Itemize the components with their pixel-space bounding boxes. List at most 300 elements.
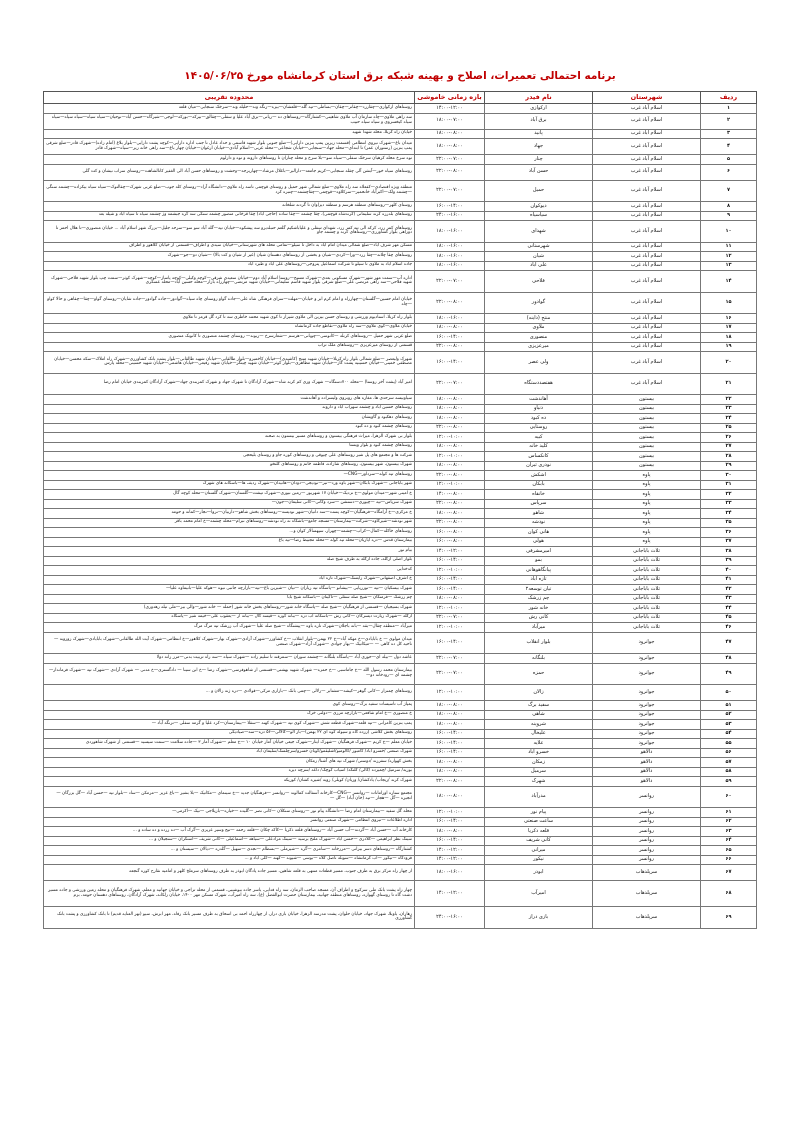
table-row bbox=[44, 604, 757, 614]
row-number-cell: ۱۵ bbox=[701, 292, 757, 314]
city-cell: سرپلذهاب bbox=[593, 881, 701, 907]
area-cell: روستاهای بلدرزه کرند سلیمانی (کرندشاه قوچمی)، چقا چشمه —چقا ساده (حاجی آباد) چقا قرخانی منصور چشمه سنگی سه گره جبشمه وژ چشمه سیاه تا سیاه آباد و شیله بعد bbox=[44, 211, 415, 221]
feeder-cell: روستایی bbox=[485, 423, 593, 433]
table-header-row bbox=[44, 92, 757, 104]
row-number-cell: ۱۴ bbox=[701, 271, 757, 293]
feeder-cell: قلعه ذکریا bbox=[485, 827, 593, 837]
city-cell: پاوه bbox=[593, 537, 701, 547]
row-number-cell: ۸ bbox=[701, 202, 757, 212]
table-row bbox=[44, 786, 757, 808]
table-row bbox=[44, 594, 757, 604]
table-row bbox=[44, 242, 757, 252]
city-cell: جوانرود bbox=[593, 720, 701, 730]
outage-time-cell: ۱۸:۰۰-۰۸:۰۰ bbox=[415, 767, 485, 777]
city-cell: جوانرود bbox=[593, 685, 701, 701]
area-cell: توه سرخ محله کرهیان سرخک سفلی—سیاه سو—بلا سرخ و محله چناران تا روستاهای دارونه و توه و دارلوم bbox=[44, 155, 415, 165]
table-row bbox=[44, 865, 757, 881]
city-cell: اسلام آباد غرب bbox=[593, 271, 701, 293]
feeder-cell: ولی عصر bbox=[485, 352, 593, 374]
row-number-cell: ۴ bbox=[701, 139, 757, 155]
feeder-cell: علیخال bbox=[485, 729, 593, 739]
feeder-cell: سفید برگ bbox=[485, 701, 593, 711]
feeder-cell: نیکور bbox=[485, 855, 593, 865]
outage-time-cell: ۲۲:۰۰-۰۷:۰۰ bbox=[415, 373, 485, 395]
outage-time-cell: ۱۶:۰۰-۱۴:۰۰ bbox=[415, 836, 485, 846]
feeder-cell: حمیل bbox=[485, 180, 593, 202]
area-cell: بیام نور bbox=[44, 547, 415, 557]
area-cell: شهرک ولیعصر —ضلع شمالی بلوار راه کربلا—خیابان شهید منتج (کاشیدی)—خیابان کاخمیرو—بلوار طالقانی—خیابان شهید طالقانی—بلوار پشت بانک کشاورزی—شهرک راه املاک—سکه محسن—خیابان مصطفی خمینی—خیابان حسینیه پشت گاز—خیابان شهید مظاهری—بلوار کوثر—خیابان شهید چیتگر—خیابان شهید رفیعی—خیابان هاشمی—خیابان شهید حسینی—محله پارس bbox=[44, 352, 415, 374]
row-number-cell: ۲۸ bbox=[701, 452, 757, 462]
row-number-cell: ۱۲ bbox=[701, 252, 757, 262]
area-cell: بخش کهواره/ سفرزند /دوستی/ شهرک تپه های آشنا/ زمکان bbox=[44, 758, 415, 768]
table-row bbox=[44, 907, 757, 929]
row-number-cell: ۳۱ bbox=[701, 480, 757, 490]
feeder-cell: علایه bbox=[485, 739, 593, 749]
feeder-cell: ده کبود bbox=[485, 414, 593, 424]
area-cell: میدان باغ—شهرک نیروی انتظامی (قسمت زیرین پمپ بنزین دارایی)—ضلع جنوبی بلوار شهید قاسمی و حداد عادل تا جنب اداره دارایی—کوچه پشت دارایی—بلوار بلاغ (امام زاده)—شهرک قادر—ضلع شرقی پمپ بنزین (رستوران عمر) تا ابتدای—محله جهاد—سنجابی—خیابان شجاعی—محله غربی—اسلام آبادی—خیابان ارغوان—خیابان چهار باغ—سه راهی خانه زیر—سیاه—شهرک قادر bbox=[44, 139, 415, 155]
area-cell: روستاهای بخش کلاشی (زرده گاه و سیوله کوه ای ۲۲ بهمن)—بار الو—گالالی—۵۶ دره—سه—صیادیکی bbox=[44, 729, 415, 739]
outage-time-cell: ۱۶:۰۰-۱۴:۰۰ bbox=[415, 632, 485, 654]
area-cell: مجتمع ستاره اورامانات —روانسر —CNG—کارخانه آسفالت کمالوند —روانسر —فرهنگیان جدید —خ سینمای —مکانیک —بلا بشیر —باغ عزیز —مرمکن —ساد —بلوار تپه —حسن آباد —گل بزرگان —انجیره —گل —هجار —تپه (خان آباد) —گل — bbox=[44, 786, 415, 808]
outage-time-cell: ۱۴:۰۰-۱۲:۰۰ bbox=[415, 846, 485, 856]
area-cell: خیابان ملاوی—کوی ملاوی—سه راه ملاوی—تقاطع جاده کرمانشاه bbox=[44, 323, 415, 333]
feeder-cell: نودشه bbox=[485, 518, 593, 528]
feeder-cell: کلید خانه bbox=[485, 442, 593, 452]
table-row bbox=[44, 113, 757, 129]
row-number-cell: ۴۷ bbox=[701, 632, 757, 654]
outage-time-cell: ۱۸:۰۰-۰۸:۰۰ bbox=[415, 509, 485, 519]
row-number-cell: ۵۶ bbox=[701, 748, 757, 758]
outage-time-cell: ۱۴:۰۰-۱۲:۰۰ bbox=[415, 104, 485, 114]
table-row bbox=[44, 139, 757, 155]
area-cell: جاده اسلام آباد به ملاوی تا سیلو تا شرکت اسماعیل پتروجی—روستاهای علی آباد و طبرد آباد bbox=[44, 261, 415, 271]
header-feeder: نام فیدر bbox=[485, 92, 593, 104]
feeder-cell: هفتصددستگاه bbox=[485, 373, 593, 395]
row-number-cell: ۱۶ bbox=[701, 314, 757, 324]
feeder-cell: شیان bbox=[485, 252, 593, 262]
row-number-cell: ۶۲ bbox=[701, 817, 757, 827]
row-number-cell: ۶۵ bbox=[701, 846, 757, 856]
city-cell: پاوه bbox=[593, 480, 701, 490]
city-cell: پاوه bbox=[593, 528, 701, 538]
row-number-cell: ۲۲ bbox=[701, 395, 757, 405]
table-row bbox=[44, 729, 757, 739]
city-cell: اسلام آباد غرب bbox=[593, 202, 701, 212]
row-number-cell: ۳۲ bbox=[701, 490, 757, 500]
city-cell: اسلام آباد غرب bbox=[593, 342, 701, 352]
outage-time-cell: ۱۸:۰۰-۰۸:۰۰ bbox=[415, 827, 485, 837]
outage-time-cell: ۱۸:۰۰-۰۸:۰۰ bbox=[415, 404, 485, 414]
row-number-cell: ۶ bbox=[701, 164, 757, 180]
city-cell: جوانرود bbox=[593, 710, 701, 720]
outage-time-cell: ۱۲:۰۰-۱۰:۰۰ bbox=[415, 604, 485, 614]
outage-time-cell: ۱۸:۰۰-۰۸:۰۰ bbox=[415, 720, 485, 730]
outage-time-cell: ۱۶:۰۰-۰۸:۰۰ bbox=[415, 528, 485, 538]
city-cell: ثلاث باباجانی bbox=[593, 604, 701, 614]
area-cell: شهر نودشه—شیرکاوه—شرکت—بیمارستان—مسجد جامع—باشگاه نه راه نودشه—روستاهای نبرام—محله چشمه—خ امام محمد باقر bbox=[44, 518, 415, 528]
outage-time-cell: ۱۸:۰۰-۰۸:۰۰ bbox=[415, 701, 485, 711]
city-cell: اسلام آباد غرب bbox=[593, 113, 701, 129]
city-cell: اسلام آباد غرب bbox=[593, 104, 701, 114]
area-cell: امیر آباد (پشت آخر روستا) —محله ۷۰۰دستگاه— شهرک وزی کم کرند شاه—شهرک آزادگان تا شهرک جهاد و شهرک کمربندی جهاد—شهرک آزادگان کمربندی خیابان امام رضا bbox=[44, 373, 415, 395]
row-number-cell: ۳۳ bbox=[701, 499, 757, 509]
city-cell: اسلام آباد غرب bbox=[593, 323, 701, 333]
city-cell: اسلام آباد غرب bbox=[593, 352, 701, 374]
area-cell: فرودگاه —نیکور —آب کرمانشاه —سوبله ناصل کلاه —بوسی —شیوند —کهنه —کلی آباد و ... bbox=[44, 855, 415, 865]
feeder-cell: تازه آباد bbox=[485, 575, 593, 585]
row-number-cell: ۲۶ bbox=[701, 433, 757, 443]
outage-time-cell: ۱۲:۰۰-۱۰:۰۰ bbox=[415, 623, 485, 633]
outage-time-cell: ۱۲:۰۰-۱۰:۰۰ bbox=[415, 433, 485, 443]
row-number-cell: ۴۶ bbox=[701, 623, 757, 633]
feeder-cell: میرعزیزی bbox=[485, 342, 593, 352]
city-cell: روانسر bbox=[593, 836, 701, 846]
area-cell: خیابان راه کربلا، محله شهدا شهید bbox=[44, 129, 415, 139]
table-row bbox=[44, 104, 757, 114]
city-cell: اسلام آباد غرب bbox=[593, 139, 701, 155]
feeder-cell: حسن آباد bbox=[485, 164, 593, 180]
area-cell: سینگ نظر ابراهیمی —کلادری —حسن آباد —شهرک ملتخ برسید —سینگ مرادعلی —سیاهه —اسماعیلی —کانی شریف —آسنکران —سنجیلان و ... bbox=[44, 836, 415, 846]
city-cell: سرپلذهاب bbox=[593, 865, 701, 881]
feeder-cell: میرانی bbox=[485, 846, 593, 856]
feeder-cell: میرآباد bbox=[485, 623, 593, 633]
row-number-cell: ۴۸ bbox=[701, 654, 757, 664]
row-number-cell: ۴۹ bbox=[701, 663, 757, 685]
row-number-cell: ۲۳ bbox=[701, 404, 757, 414]
area-cell: خ منصوری —خ امام شافعی—بازارچه مرزی —دولنی خرگ bbox=[44, 710, 415, 720]
area-cell: روستای کلهر—روستاهای منطقه هرسم و منطقه دیزاوان تا گردنه شلخانه bbox=[44, 202, 415, 212]
table-row bbox=[44, 352, 757, 374]
outage-time-cell: ۲۲:۰۰-۰۷:۰۰ bbox=[415, 613, 485, 623]
outage-time-cell: ۱۸:۰۰-۱۶:۰۰ bbox=[415, 221, 485, 243]
row-number-cell: ۶۳ bbox=[701, 827, 757, 837]
area-cell: اداره اطلاعات —نیروی انتظامی —شهرک صنعتی روانسر bbox=[44, 817, 415, 827]
area-cell: روستاهای چشمه کبود و بلوار ویستا bbox=[44, 442, 415, 452]
outage-time-cell: ۱۶:۰۰-۱۴:۰۰ bbox=[415, 556, 485, 566]
area-cell: کدخدایی bbox=[44, 566, 415, 576]
outage-time-cell: ۲۲:۰۰-۰۸:۰۰ bbox=[415, 777, 485, 787]
table-row bbox=[44, 314, 757, 324]
table-row bbox=[44, 373, 757, 395]
area-cell: زهاران، یاوبلا، شهرک جهاد، خیابان حلوان، پشت مدرسه الزهرا، خیابان بازی دراز، از چهارراه احمد بی اسحاق به طرف مسیر بانک رفاه، مهر ابرش، سیو (نهر العنایه قدیم) تا بانک کشاورزی و پشت بانک کشاورزی bbox=[44, 907, 415, 929]
row-number-cell: ۴۴ bbox=[701, 604, 757, 614]
table-row bbox=[44, 404, 757, 414]
feeder-cell: زالان bbox=[485, 685, 593, 701]
city-cell: اسلام آباد غرب bbox=[593, 155, 701, 165]
feeder-cell: حمزه bbox=[485, 663, 593, 685]
area-cell: خ مرکزی—خ آرامگاه—فرهنگیان—کوچه پست—سه دانیان—شهر نودیسه—روستاهای بخش شاهو—داربیان—نروا—نجار—کمانه و حومه bbox=[44, 509, 415, 519]
area-cell: بلوار اصلی ازگله، جاده ازگله به طرف شیخ صله bbox=[44, 556, 415, 566]
feeder-cell: گوادور bbox=[485, 292, 593, 314]
row-number-cell: ۳۸ bbox=[701, 547, 757, 557]
table-row bbox=[44, 499, 757, 509]
header-row-number: ردیف bbox=[701, 92, 757, 104]
feeder-cell: ابوذر bbox=[485, 865, 593, 881]
city-cell: بیستون bbox=[593, 395, 701, 405]
feeder-cell: اشکش bbox=[485, 471, 593, 481]
outage-time-cell: ۲۴:۰۰-۱۶:۰۰ bbox=[415, 211, 485, 221]
table-row bbox=[44, 164, 757, 180]
feeder-cell: چنار bbox=[485, 155, 593, 165]
table-row bbox=[44, 342, 757, 352]
area-cell: خیابان معلم —خ کریم —شهرک فرهنگیان —شهرک ایثار—شهرک جیعی خیابان آمار خیابان ۱۰ —خ معلم —شهرک آمار ۳ —جاده سلامت —سمت سیسید —قسمتی از شهرک شاهوردی bbox=[44, 739, 415, 749]
table-row bbox=[44, 261, 757, 271]
city-cell: اسلام آباد غرب bbox=[593, 314, 701, 324]
feeder-cell: منتج (داینه) bbox=[485, 314, 593, 324]
area-cell: سه راهی ملاوی—چاه سازمان آب ملاوی شاهینی—کشتارگاه—روستاهای ده —ریانی—برق آباد علیا و سفلی—چقالق—بیرکه—بورکه—لوجی—شیرگاه—حسن آباد—نوحیان—سیاه سیاه—سیاه سیاه—سیاه سیاه کیخسروی و سیاه سیاه حبیب bbox=[44, 113, 415, 129]
row-number-cell: ۳۰ bbox=[701, 471, 757, 481]
header-outage-time: بازه زمانی خاموشی bbox=[415, 92, 485, 104]
city-cell: روانسر bbox=[593, 855, 701, 865]
outage-time-cell: ۱۶:۰۰-۱۴:۰۰ bbox=[415, 333, 485, 343]
city-cell: اسلام آباد غرب bbox=[593, 242, 701, 252]
table-row bbox=[44, 433, 757, 443]
table-row bbox=[44, 442, 757, 452]
area-cell: منطقه ویژه اقتصادی—کفعلاه سه راه ملاوی—ضلع شمالی شهر حمیل و روستای قوچمی تاسه راه ملاوی—دانشگاه آزاد—روستای کله جوب—ضلع غربی شهرک—چقالتوک—سیاه سیاه بیکزاده—چشمه سنگی—چشمه ولک—اکبرآباد خانحمیر—سرکلاوه—قوچمی—چقاچشمه—چنبره کرد bbox=[44, 180, 415, 202]
table-row bbox=[44, 461, 757, 471]
row-number-cell: ۳۹ bbox=[701, 556, 757, 566]
city-cell: روانسر bbox=[593, 808, 701, 818]
row-number-cell: ۶۴ bbox=[701, 836, 757, 846]
row-number-cell: ۵۸ bbox=[701, 767, 757, 777]
outage-time-cell: ۱۸:۰۰-۱۶:۰۰ bbox=[415, 865, 485, 881]
feeder-cell: فلاحی bbox=[485, 271, 593, 293]
row-number-cell: ۴۵ bbox=[701, 613, 757, 623]
city-cell: دالاهو bbox=[593, 758, 701, 768]
header-city: شهرستان bbox=[593, 92, 701, 104]
feeder-cell: هانی کوان bbox=[485, 528, 593, 538]
table-row bbox=[44, 836, 757, 846]
row-number-cell: ۱۳ bbox=[701, 261, 757, 271]
area-cell: روستاهای سیاه خور—آبشن آلی چقله سنجابی—کریم جامعه—دارالبر—باغلال مرشاد—چهاربرجه—وحشت و روستاهای حسن آباد الی الغفیر کانالشاهت—روستای سراب نیشان و کت گلی bbox=[44, 164, 415, 180]
area-cell: چهار راه پشت بانک ملی سرکوچ و اطراف آن، مسجد صاحب الزمان، سه راه فدایی، یاسر جاده بیوشیبی، قسمتی از محله تراجی و خیابان جهانیه و معلم، شهرک فرهنگیان و محله زمین ورزشی و جاده مسیر دشت گاه تا روستای گهواره، روستاهای منطقه جهانیه، بیمارستان حضرت ابوالفضل (ع)، سه راه امیرآب، شهرک مسکن مهر ۱۴۰۰، خیابان زلکانه، شهرک آزادگان، روستاهای دهستان حومه، بزم bbox=[44, 881, 415, 907]
city-cell: پاوه bbox=[593, 471, 701, 481]
feeder-cell: بلوار انقلاب bbox=[485, 632, 593, 654]
feeder-cell: کانی رش bbox=[485, 613, 593, 623]
city-cell: ثلاث باباجانی bbox=[593, 585, 701, 595]
outage-time-cell: ۱۸:۰۰-۰۷:۰۰ bbox=[415, 113, 485, 129]
area-cell: عاشه دول —بیله ای—حوری آباد —پاسگاه بلنگانه —چشمه سوران —سمرقند تا سلیم زاده —شهرک سیاه —سه راه تربیت بدنی—مرز زانه دولا bbox=[44, 654, 415, 664]
outage-time-cell: ۲۲:۰۰-۰۸:۰۰ bbox=[415, 471, 485, 481]
table-row bbox=[44, 395, 757, 405]
outage-time-cell: ۲۲:۰۰-۰۷:۰۰ bbox=[415, 155, 485, 165]
area-cell: محله گل سفید —بیمارستان امام رضا —دانشگاه پیام نور —روستای سنکلان —کانی نصر —گلیده —خیاره—بازیلاجی —نیک —اکرمی— bbox=[44, 808, 415, 818]
feeder-cell: ساعت صنعتی bbox=[485, 817, 593, 827]
feeder-cell: جهاد bbox=[485, 139, 593, 155]
city-cell: اسلام آباد غرب bbox=[593, 180, 701, 202]
row-number-cell: ۵۵ bbox=[701, 739, 757, 749]
table-row bbox=[44, 720, 757, 730]
table-row bbox=[44, 623, 757, 633]
city-cell: روانسر bbox=[593, 846, 701, 856]
area-cell: خ امینی شهر—میدان مولوی—خ نزدیک—خیابان ۱۷ شهریور —زمین نیوری—شهرک تپشت—گلستان—شهرک گلستان—محله کوچه گال bbox=[44, 490, 415, 500]
outage-time-cell: ۱۸:۰۰-۰۸:۰۰ bbox=[415, 414, 485, 424]
outage-time-cell: ۱۸:۰۰-۰۸:۰۰ bbox=[415, 786, 485, 808]
outage-time-cell: ۱۴:۰۰-۱۲:۰۰ bbox=[415, 547, 485, 557]
feeder-cell: بازی دراز bbox=[485, 907, 593, 929]
outage-time-cell: ۱۴:۰۰-۱۲:۰۰ bbox=[415, 881, 485, 907]
feeder-cell: سرپاس bbox=[485, 499, 593, 509]
row-number-cell: ۵۳ bbox=[701, 720, 757, 730]
outage-time-cell: ۲۴:۰۰-۱۶:۰۰ bbox=[415, 907, 485, 929]
row-number-cell: ۵۲ bbox=[701, 710, 757, 720]
city-cell: جوانرود bbox=[593, 729, 701, 739]
feeder-cell: بلنگانه bbox=[485, 654, 593, 664]
city-cell: بیستون bbox=[593, 404, 701, 414]
row-number-cell: ۳۶ bbox=[701, 528, 757, 538]
outage-time-cell: ۱۸:۰۰-۱۶:۰۰ bbox=[415, 261, 485, 271]
feeder-cell: علی آباد bbox=[485, 261, 593, 271]
table-row bbox=[44, 701, 757, 711]
row-number-cell: ۳۴ bbox=[701, 509, 757, 519]
row-number-cell: ۶۱ bbox=[701, 808, 757, 818]
area-cell: شهرک بیسکیان —تپه —نوزریایی —بیشانو —پاسگاه تپه زیاران —تیان —شیرین باغ—تپه—بازارچه جانبی نیوه —هوکه علیا—بانیماوه علیا— bbox=[44, 585, 415, 595]
area-cell: پمپ بنزین کامرانی —تپه قلعه—شهرک قطعه شش —شهرک کوی تپه —شهرک کهنه —سقلا —بیمارستان—کرد علیا و گرمه سفلی —ترنگه آباد — bbox=[44, 720, 415, 730]
outage-time-cell: ۱۲:۰۰-۱۰:۰۰ bbox=[415, 808, 485, 818]
row-number-cell: ۴۳ bbox=[701, 594, 757, 604]
outage-time-cell: ۲۲:۰۰-۰۸:۰۰ bbox=[415, 423, 485, 433]
table-row bbox=[44, 632, 757, 654]
city-cell: ثلاث باباجانی bbox=[593, 594, 701, 604]
feeder-cell: سرمیل bbox=[485, 767, 593, 777]
row-number-cell: ۶۸ bbox=[701, 881, 757, 907]
table-row bbox=[44, 537, 757, 547]
feeder-cell: ملاوی bbox=[485, 323, 593, 333]
row-number-cell: ۲۵ bbox=[701, 423, 757, 433]
outage-time-cell: ۱۲:۰۰-۱۰:۰۰ bbox=[415, 452, 485, 462]
city-cell: دالاهو bbox=[593, 777, 701, 787]
city-cell: ثلاث باباجانی bbox=[593, 566, 701, 576]
outage-time-cell: ۲۲:۰۰-۰۸:۰۰ bbox=[415, 499, 485, 509]
area-cell: از چهار راه مرکز برق به طرف جنوب، مسیر قطعات منتهی به قلعه شاهین، مسیر جاده پادگان ابوذر به طرف روستاهای سرملخ کلهر و امامیه نقارح کوره گنجعه bbox=[44, 865, 415, 881]
outage-time-cell: ۱۸:۰۰-۰۸:۰۰ bbox=[415, 710, 485, 720]
feeder-cell: چم زرشک bbox=[485, 594, 593, 604]
city-cell: ثلاث باباجانی bbox=[593, 613, 701, 623]
city-cell: بیستون bbox=[593, 423, 701, 433]
table-row bbox=[44, 855, 757, 865]
row-number-cell: ۴۲ bbox=[701, 585, 757, 595]
feeder-cell: هولی bbox=[485, 537, 593, 547]
city-cell: ثلاث باباجانی bbox=[593, 547, 701, 557]
feeder-cell: برق آباد bbox=[485, 113, 593, 129]
area-cell: روستاهای حسین آباد و چشمه سهراب آباد و داروند bbox=[44, 404, 415, 414]
row-number-cell: ۱ bbox=[701, 104, 757, 114]
area-cell: ازگله —شهرک زیارت دیسرکان —کانی رش —باسکانه آب دره —ببانه کوره —قیسه گال —ببانه ار —یعقوب علی—خیمه شیر —پاسگاه bbox=[44, 613, 415, 623]
area-cell: سیاونیسه سرحدی ها، مغازه های روبروی ولیسراده و آهاندشت bbox=[44, 395, 415, 405]
table-row bbox=[44, 767, 757, 777]
city-cell: جوانرود bbox=[593, 739, 701, 749]
feeder-cell: پانید bbox=[485, 129, 593, 139]
row-number-cell: ۲۷ bbox=[701, 442, 757, 452]
feeder-cell: کانی شریف bbox=[485, 836, 593, 846]
feeder-cell: کانکساس bbox=[485, 452, 593, 462]
area-cell: روستاهای ارکوازی—چقازرد—چقانر—چقان—بساطی—تپه گله—قلعشان—بیزه—زنگه وند—حلیله وند—سرخک سنجابی—میان قلعه bbox=[44, 104, 415, 114]
table-row bbox=[44, 846, 757, 856]
table-row bbox=[44, 585, 757, 595]
outage-time-cell: ۲۲:۰۰-۰۷:۰۰ bbox=[415, 271, 485, 293]
city-cell: پاوه bbox=[593, 490, 701, 500]
table-row bbox=[44, 202, 757, 212]
feeder-cell: خانه شور bbox=[485, 604, 593, 614]
feeder-cell: شهدای bbox=[485, 221, 593, 243]
table-row bbox=[44, 271, 757, 293]
city-cell: بیستون bbox=[593, 433, 701, 443]
area-cell: خ اشرف اصفهانی—شهرک زایسک—شهرک تازه آباد bbox=[44, 575, 415, 585]
outage-time-cell: ۱۶:۰۰-۱۴:۰۰ bbox=[415, 729, 485, 739]
table-row bbox=[44, 663, 757, 685]
outage-time-cell: ۱۸:۰۰-۰۸:۰۰ bbox=[415, 594, 485, 604]
city-cell: سرپلذهاب bbox=[593, 907, 701, 929]
city-cell: ثلاث باباجانی bbox=[593, 623, 701, 633]
outage-time-cell: ۲۲:۰۰-۰۷:۰۰ bbox=[415, 180, 485, 202]
row-number-cell: ۱۷ bbox=[701, 323, 757, 333]
area-cell: روستاهای تپه کوله—سرداور—CNG— bbox=[44, 471, 415, 481]
table-row bbox=[44, 817, 757, 827]
area-cell: بوریه/ سرمیل /چمیرده /کالی/ کلنگه/ آسیاب کوچک/ داغه /سرچه دیره bbox=[44, 767, 415, 777]
table-row bbox=[44, 739, 757, 749]
outage-time-cell: ۱۶:۰۰-۱۴:۰۰ bbox=[415, 817, 485, 827]
row-number-cell: ۳۷ bbox=[701, 537, 757, 547]
feeder-cell: خسرو آباد bbox=[485, 748, 593, 758]
area-cell: روستاهای چشمه کبود و ده کبود bbox=[44, 423, 415, 433]
table-row bbox=[44, 323, 757, 333]
feeder-cell: دیوکوان bbox=[485, 202, 593, 212]
table-row bbox=[44, 881, 757, 907]
city-cell: دالاهو bbox=[593, 767, 701, 777]
table-row bbox=[44, 575, 757, 585]
table-row bbox=[44, 710, 757, 720]
row-number-cell: ۹ bbox=[701, 211, 757, 221]
feeder-cell: زمکان bbox=[485, 758, 593, 768]
city-cell: پاوه bbox=[593, 509, 701, 519]
row-number-cell: ۱۸ bbox=[701, 333, 757, 343]
table-row bbox=[44, 155, 757, 165]
row-number-cell: ۳۵ bbox=[701, 518, 757, 528]
row-number-cell: ۴۰ bbox=[701, 566, 757, 576]
outage-time-cell: ۱۶:۰۰-۱۴:۰۰ bbox=[415, 202, 485, 212]
feeder-cell: تیان توسعه۲ bbox=[485, 585, 593, 595]
outage-time-cell: ۲۲:۰۰-۰۸:۰۰ bbox=[415, 292, 485, 314]
table-row bbox=[44, 758, 757, 768]
area-cell: شهر باباجانی —شهرک بابکان—شهر باوه ورد—نیر—نودیجی—دودان—هانیدان—شهرک ردیف ها—باسکانه های شهرک bbox=[44, 480, 415, 490]
feeder-cell: دنیاو bbox=[485, 404, 593, 414]
outage-time-cell: ۱۶:۰۰-۱۴:۰۰ bbox=[415, 575, 485, 585]
feeder-cell: خانقاه bbox=[485, 490, 593, 500]
area-cell: قسمتی از روستای میرعزیزی —روستاهای ملک تراب bbox=[44, 342, 415, 352]
city-cell: بیستون bbox=[593, 442, 701, 452]
city-cell: اسلام آباد غرب bbox=[593, 261, 701, 271]
table-row bbox=[44, 547, 757, 557]
outage-time-cell: ۱۴:۰۰-۰۸:۰۰ bbox=[415, 490, 485, 500]
row-number-cell: ۲۱ bbox=[701, 373, 757, 395]
area-cell: شهرک صنعتی /خسرو آباد/ گامبوز /کالومبو/اشلیقمو/گوبان خسرو/سرچلسک/سلیمان آباد bbox=[44, 748, 415, 758]
row-number-cell: ۵۱ bbox=[701, 701, 757, 711]
table-row bbox=[44, 528, 757, 538]
area-cell: کارخانه آب —حسن آباد —گردنه—آب حسن آباد —روستاهای قلعه ذکریا —کاکه چکان —قلعه رحمه —تیج وسیر عزیزی —گرک آب —ده زرده و ده ساده و ... bbox=[44, 827, 415, 837]
row-number-cell: ۲۴ bbox=[701, 414, 757, 424]
table-body bbox=[44, 104, 757, 929]
outage-time-cell: ۱۸:۰۰-۰۸:۰۰ bbox=[415, 461, 485, 471]
outage-time-cell: ۲۲:۰۰-۰۸:۰۰ bbox=[415, 342, 485, 352]
table-row bbox=[44, 423, 757, 433]
area-cell: شرکت ها و مجتمع های پل شیر روستاهای علی چپوقی و روستاهای کوره جاو و روستای بلیحجی bbox=[44, 452, 415, 462]
outage-time-cell: ۱۶:۰۰-۱۴:۰۰ bbox=[415, 739, 485, 749]
outage-time-cell: ۱۸:۰۰-۱۶:۰۰ bbox=[415, 242, 485, 252]
city-cell: اسلام آباد غرب bbox=[593, 292, 701, 314]
area-cell: بیمارستان محمد رسول الله —خ جاماسبی —خ حمزه— شهرک شهید بهشتی—قسمتی از شاهوفرسی—شهرک رضا —خ ابن سینا — دادگستری—خ مدنی — شهرک آزادی —شهرک تپه —شهرک فرماندار—چشمه ای —رودخانه دو— bbox=[44, 663, 415, 685]
city-cell: اسلام آباد غرب bbox=[593, 373, 701, 395]
outage-time-cell: ۱۲:۰۰-۱۰:۰۰ bbox=[415, 566, 485, 576]
